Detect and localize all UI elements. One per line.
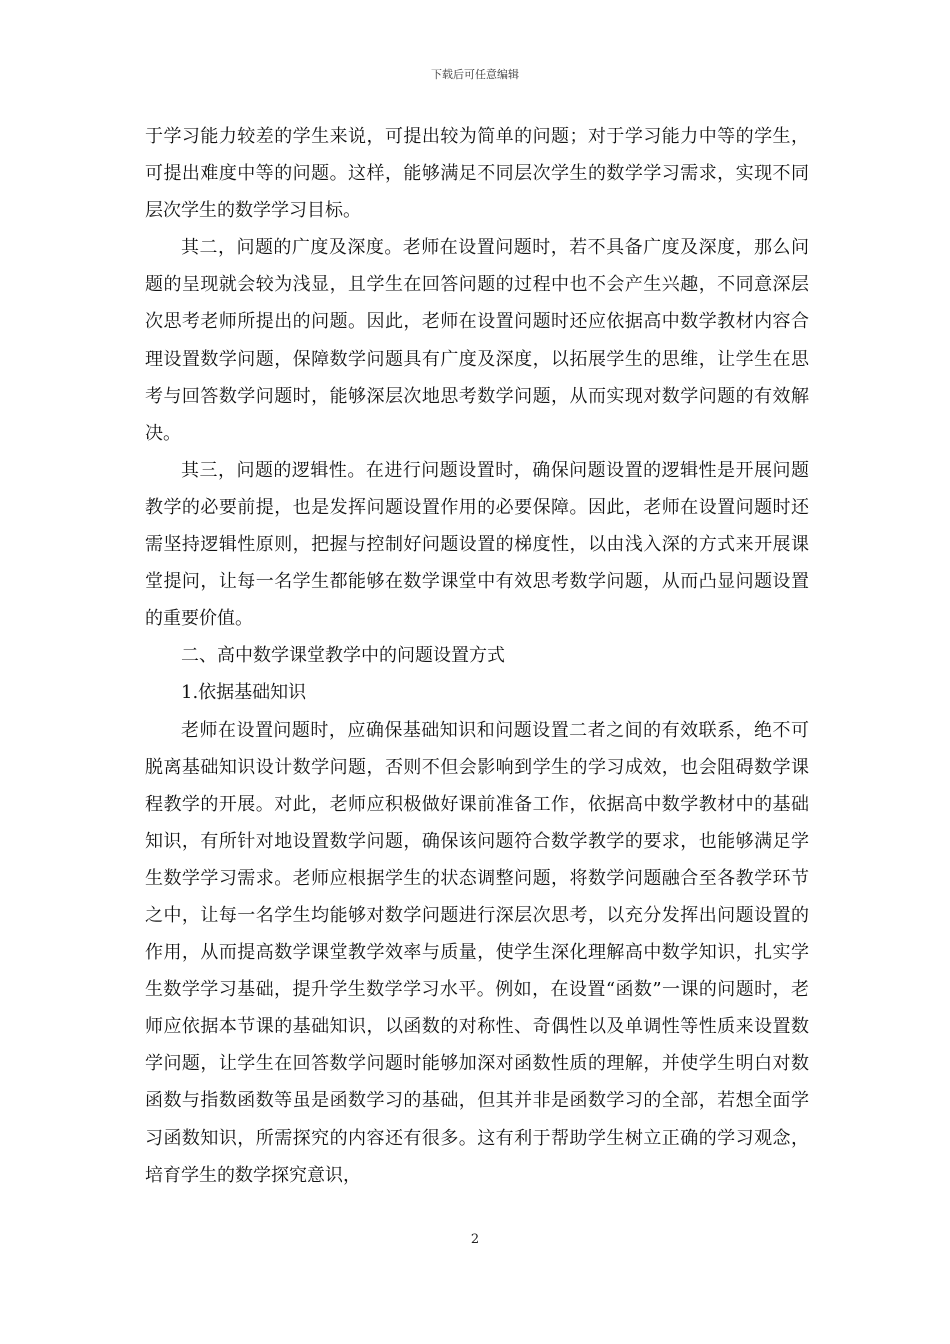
page-header-note: 下载后可任意编辑: [431, 68, 519, 81]
paragraph-4: 老师在设置问题时，应确保基础知识和问题设置二者之间的有效联系，绝不可脱离基础知识设计数学问题，否则不但会影响到学生的学习成效，也会阻碍数学课程教学的开展。对此，老师应积极做好课前准备工作，依据高中数学教材中的基础知识，有所针对地设置数学问题，确保该问题符合数学教学的要求，也能够满足学生数学学习需求。老师应根据学生的状态调整问题，将数学问题融合至各教学环节之中，让每一名学生均能够对数学问题进行深层次思考，以充分发挥出问题设置的作用，从而提高数学课堂教学效率与质量，使学生深化理解高中数学知识，扎实学生数学学习基础，提升学生数学学习水平。例如，在设置“函数”一课的问题时，老师应依据本节课的基础知识，以函数的对称性、奇偶性以及单调性等性质来设置数学问题，让学生在回答数学问题时能够加深对函数性质的理解，并使学生明白对数函数与指数函数等虽是函数学习的基础，但其并非是函数学习的全部，若想全面学习函数知识，所需探究的内容还有很多。这有利于帮助学生树立正确的学习观念，培育学生的数学探究意识，: [145, 719, 809, 1186]
page-number: 2: [470, 1232, 480, 1247]
subsection-heading: 1.依据基础知识: [181, 682, 307, 704]
paragraph-2: 其二，问题的广度及深度。老师在设置问题时，若不具备广度及深度，那么问题的呈现就会较为浅显，且学生在回答问题的过程中也不会产生兴趣，不同意深层次思考老师所提出的问题。因此，老师在设置问题时还应依据高中数学教材内容合理设置数学问题，保障数学问题具有广度及深度，以拓展学生的思维，让学生在思考与回答数学问题时，能够深层次地思考数学问题，从而实现对数学问题的有效解决。: [145, 237, 809, 444]
document-body: [145, 118, 809, 1194]
section-heading: 二、高中数学课堂教学中的问题设置方式: [181, 645, 505, 667]
paragraph-3: 其三，问题的逻辑性。在进行问题设置时，确保问题设置的逻辑性是开展问题教学的必要前提，也是发挥问题设置作用的必要保障。因此，老师在设置问题时还需坚持逻辑性原则，把握与控制好问题设置的梯度性，以由浅入深的方式来开展课堂提问，让每一名学生都能够在数学课堂中有效思考数学问题，从而凸显问题设置的重要价值。: [145, 459, 809, 630]
paragraph-1: 于学习能力较差的学生来说，可提出较为简单的问题；对于学习能力中等的学生，可提出难度中等的问题。这样，能够满足不同层次学生的数学学习需求，实现不同层次学生的数学学习目标。: [145, 126, 809, 222]
